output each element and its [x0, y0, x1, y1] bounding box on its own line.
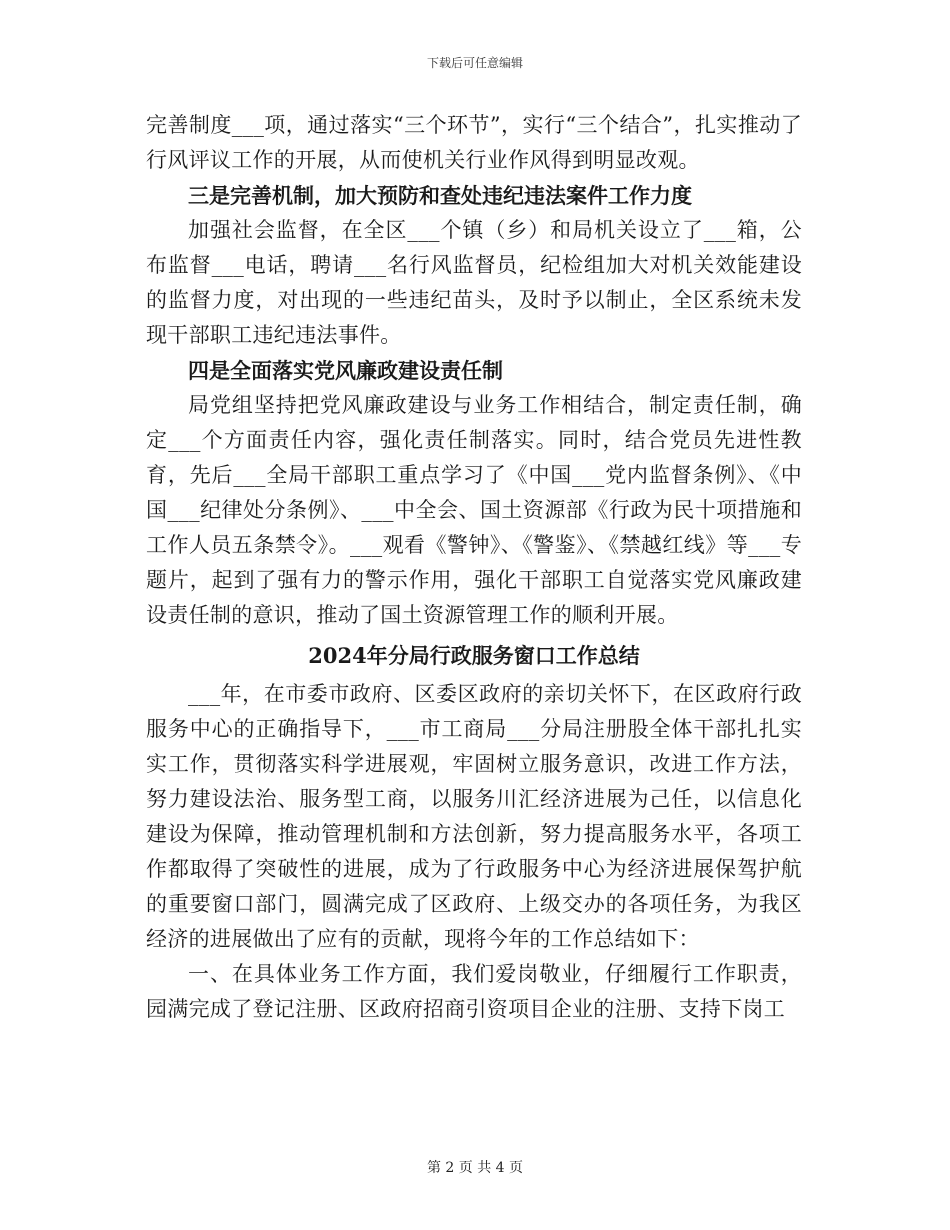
- paragraph-supervision: 加强社会监督，在全区___个镇（乡）和局机关设立了___箱，公布监督___电话，聘请___名行风监督员，纪检组加大对机关效能建设的监督力度，对出现的一些违纪苗头，及时予以制止，全区系统未发现干部职工违纪违法事件。: [146, 218, 802, 347]
- section-heading-three: 三是完善机制，加大预防和查处违纪违法案件工作力度: [188, 183, 692, 208]
- section-heading-four: 四是全面落实党风廉政建设责任制: [188, 358, 503, 383]
- header-note: 下载后可任意编辑: [426, 56, 523, 70]
- paragraph-continuation: 完善制度___项，通过落实“三个环节”，实行“三个结合”，扎实推动了行风评议工作的开展，从而使机关行业作风得到明显改观。: [146, 113, 802, 172]
- paragraph-intro: ___年，在市委市政府、区委区政府的亲切关怀下，在区政府行政服务中心的正确指导下，___市工商局___分局注册股全体干部扎扎实实工作，贯彻落实科学进展观，牢固树立服务意识，改进工作方法，努力建设法治、服务型工商，以服务川汇经济进展为己任，以信息化建设为保障，推动管理机制和方法创新，努力提高服务水平，各项工作都取得了突破性的进展，成为了行政服务中心为经济进展保驾护航的重要窗口部门，圆满完成了区政府、上级交办的各项任务，为我区经济的进展做出了应有的贡献，现将今年的工作总结如下：: [146, 682, 802, 951]
- document-body: [146, 108, 802, 1027]
- document-title: 2024年分局行政服务窗口工作总结: [308, 643, 640, 668]
- paragraph-responsibility: 局党组坚持把党风廉政建设与业务工作相结合，制定责任制，确定___个方面责任内容，强化责任制落实。同时，结合党员先进性教育，先后___全局干部职工重点学习了《中国___党内监督条例》、《中国___纪律处分条例》、___中全会、国土资源部《行政为民十项措施和工作人员五条禁令》。___观看《警钟》、《警鉴》、《禁越红线》等___专题片，起到了强有力的警示作用，强化干部职工自觉落实党风廉政建设责任制的意识，推动了国土资源管理工作的顺利开展。: [146, 393, 802, 627]
- paragraph-business-work: 一、在具体业务工作方面，我们爱岗敬业，仔细履行工作职责，园满完成了登记注册、区政府招商引资项目企业的注册、支持下岗工: [146, 962, 802, 1021]
- page-number: 第 2 页 共 4 页: [426, 1160, 524, 1176]
